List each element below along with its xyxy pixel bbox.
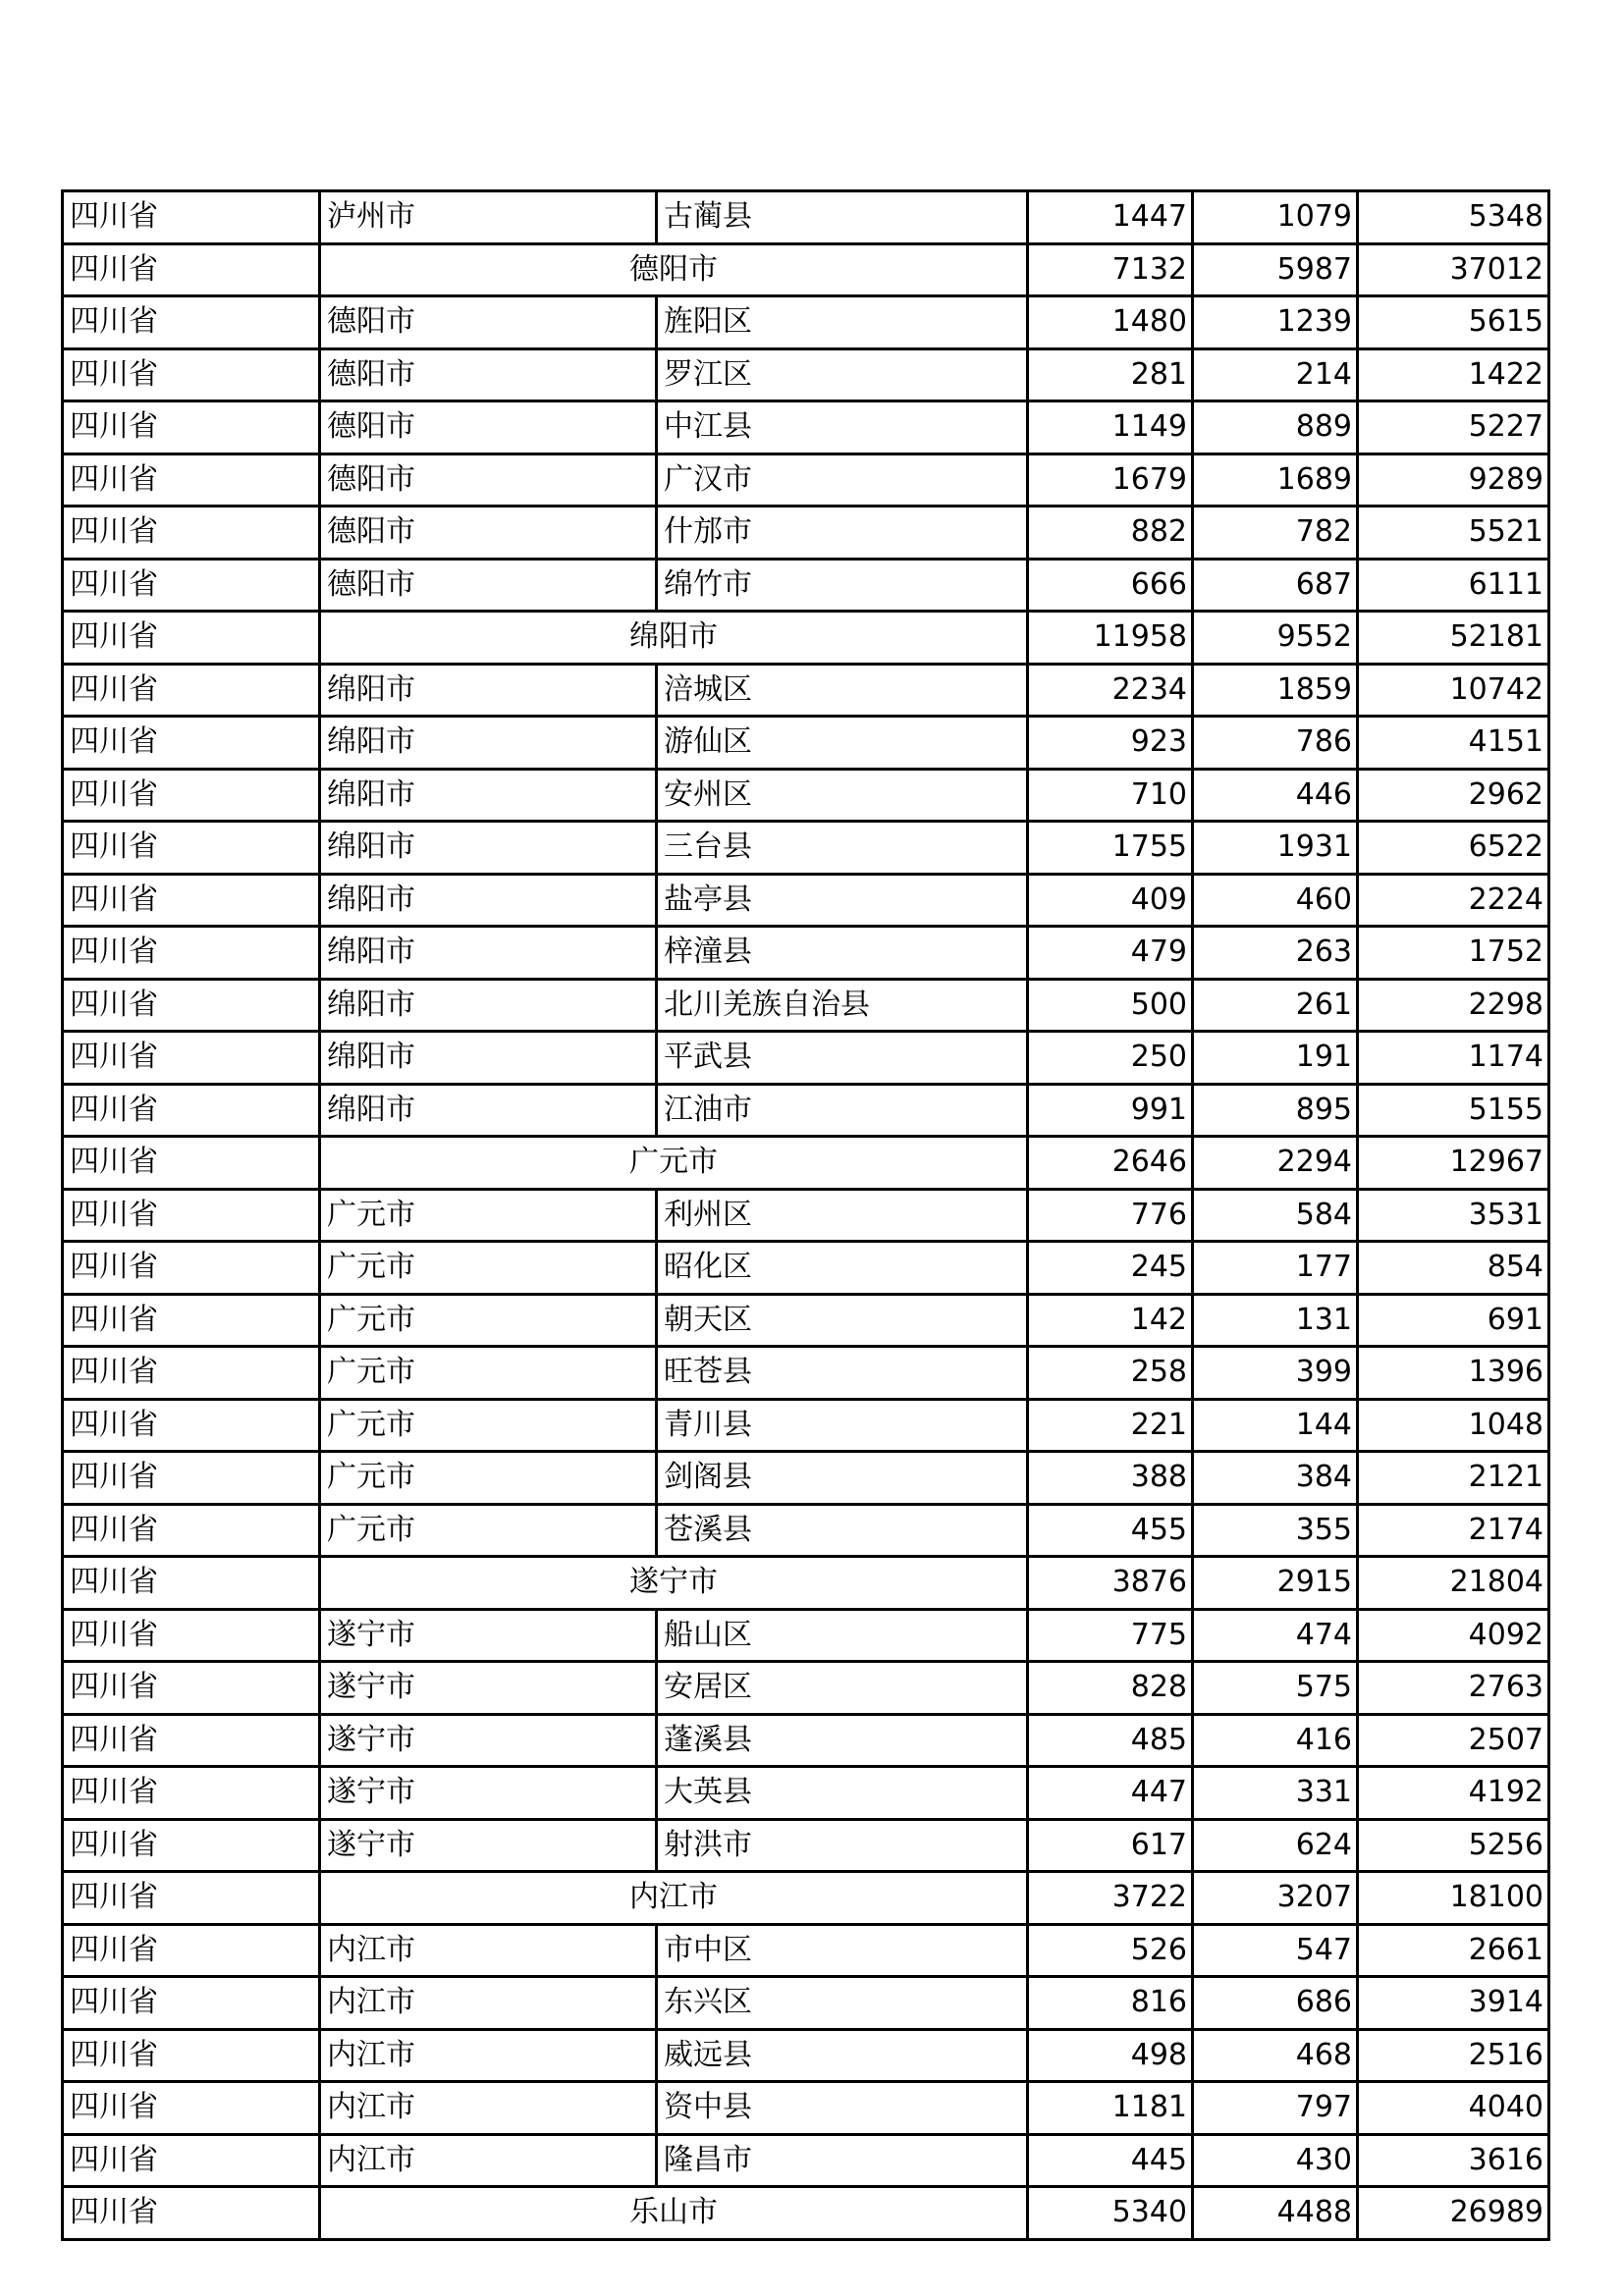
value-1-cell: 2646 <box>1028 1137 1193 1190</box>
city-cell: 内江市 <box>320 2082 657 2135</box>
city-cell: 泸州市 <box>320 191 657 244</box>
value-3-cell: 5348 <box>1358 191 1549 244</box>
county-cell: 江油市 <box>657 1084 1028 1137</box>
value-2-cell: 460 <box>1193 874 1358 927</box>
province-cell: 四川省 <box>63 874 320 927</box>
province-cell: 四川省 <box>63 1084 320 1137</box>
table-row <box>63 559 1549 612</box>
table-row <box>63 717 1549 770</box>
table-row <box>63 822 1549 875</box>
value-1-cell: 617 <box>1028 1819 1193 1872</box>
city-cell: 遂宁市 <box>320 1609 657 1662</box>
city-cell: 遂宁市 <box>320 1819 657 1872</box>
value-3-cell: 6522 <box>1358 822 1549 875</box>
county-cell: 资中县 <box>657 2082 1028 2135</box>
city-cell: 遂宁市 <box>320 1662 657 1715</box>
county-cell: 安州区 <box>657 769 1028 822</box>
city-summary-row <box>63 612 1549 665</box>
province-cell: 四川省 <box>63 191 320 244</box>
value-2-cell: 624 <box>1193 1819 1358 1872</box>
county-cell: 东兴区 <box>657 1977 1028 2030</box>
province-cell: 四川省 <box>63 1557 320 1610</box>
table-row <box>63 1294 1549 1347</box>
province-cell: 四川省 <box>63 1609 320 1662</box>
province-cell: 四川省 <box>63 243 320 296</box>
value-2-cell: 575 <box>1193 1662 1358 1715</box>
city-cell: 绵阳市 <box>320 874 657 927</box>
city-cell: 遂宁市 <box>320 1714 657 1767</box>
city-cell: 广元市 <box>320 1294 657 1347</box>
value-1-cell: 1149 <box>1028 401 1193 454</box>
value-3-cell: 1048 <box>1358 1399 1549 1452</box>
county-cell: 古蔺县 <box>657 191 1028 244</box>
value-1-cell: 447 <box>1028 1767 1193 1820</box>
table-row <box>63 1504 1549 1557</box>
value-3-cell: 4040 <box>1358 2082 1549 2135</box>
value-1-cell: 3876 <box>1028 1557 1193 1610</box>
value-2-cell: 331 <box>1193 1767 1358 1820</box>
city-total-name-cell: 德阳市 <box>320 243 1028 296</box>
province-cell: 四川省 <box>63 2082 320 2135</box>
value-2-cell: 895 <box>1193 1084 1358 1137</box>
table-row <box>63 664 1549 717</box>
value-2-cell: 584 <box>1193 1189 1358 1242</box>
value-3-cell: 3914 <box>1358 1977 1549 2030</box>
table-row <box>63 1399 1549 1452</box>
city-cell: 绵阳市 <box>320 664 657 717</box>
value-1-cell: 816 <box>1028 1977 1193 2030</box>
value-2-cell: 5987 <box>1193 243 1358 296</box>
table-row <box>63 1977 1549 2030</box>
table-row <box>63 1609 1549 1662</box>
value-3-cell: 2962 <box>1358 769 1549 822</box>
province-cell: 四川省 <box>63 1767 320 1820</box>
county-cell: 三台县 <box>657 822 1028 875</box>
city-cell: 绵阳市 <box>320 1084 657 1137</box>
value-1-cell: 479 <box>1028 927 1193 980</box>
province-cell: 四川省 <box>63 1819 320 1872</box>
value-2-cell: 1079 <box>1193 191 1358 244</box>
city-cell: 绵阳市 <box>320 717 657 770</box>
value-1-cell: 3722 <box>1028 1872 1193 1925</box>
value-2-cell: 786 <box>1193 717 1358 770</box>
value-2-cell: 1689 <box>1193 454 1358 507</box>
value-1-cell: 388 <box>1028 1452 1193 1505</box>
table-row <box>63 1347 1549 1400</box>
value-3-cell: 21804 <box>1358 1557 1549 1610</box>
province-cell: 四川省 <box>63 401 320 454</box>
province-cell: 四川省 <box>63 1189 320 1242</box>
value-2-cell: 9552 <box>1193 612 1358 665</box>
value-3-cell: 5227 <box>1358 401 1549 454</box>
county-cell: 盐亭县 <box>657 874 1028 927</box>
table-row <box>63 1819 1549 1872</box>
table-row <box>63 454 1549 507</box>
table-row <box>63 1032 1549 1085</box>
table-row <box>63 2029 1549 2082</box>
table-row <box>63 1084 1549 1137</box>
city-summary-row <box>63 1557 1549 1610</box>
city-summary-row <box>63 1872 1549 1925</box>
value-1-cell: 142 <box>1028 1294 1193 1347</box>
value-1-cell: 11958 <box>1028 612 1193 665</box>
province-cell: 四川省 <box>63 1662 320 1715</box>
city-cell: 广元市 <box>320 1399 657 1452</box>
table-row <box>63 507 1549 560</box>
value-2-cell: 430 <box>1193 2134 1358 2187</box>
value-3-cell: 12967 <box>1358 1137 1549 1190</box>
county-cell: 朝天区 <box>657 1294 1028 1347</box>
city-cell: 内江市 <box>320 2029 657 2082</box>
county-cell: 剑阁县 <box>657 1452 1028 1505</box>
value-1-cell: 1679 <box>1028 454 1193 507</box>
data-table <box>61 189 1550 2241</box>
value-3-cell: 5615 <box>1358 296 1549 349</box>
value-2-cell: 686 <box>1193 1977 1358 2030</box>
value-2-cell: 214 <box>1193 348 1358 401</box>
table-row <box>63 348 1549 401</box>
province-cell: 四川省 <box>63 1347 320 1400</box>
county-cell: 船山区 <box>657 1609 1028 1662</box>
city-summary-row <box>63 243 1549 296</box>
value-1-cell: 5340 <box>1028 2187 1193 2240</box>
value-2-cell: 355 <box>1193 1504 1358 1557</box>
value-1-cell: 1447 <box>1028 191 1193 244</box>
value-2-cell: 1931 <box>1193 822 1358 875</box>
value-3-cell: 5155 <box>1358 1084 1549 1137</box>
value-1-cell: 991 <box>1028 1084 1193 1137</box>
county-cell: 中江县 <box>657 401 1028 454</box>
city-total-name-cell: 绵阳市 <box>320 612 1028 665</box>
value-3-cell: 2661 <box>1358 1924 1549 1977</box>
value-3-cell: 37012 <box>1358 243 1549 296</box>
city-cell: 德阳市 <box>320 559 657 612</box>
value-2-cell: 782 <box>1193 507 1358 560</box>
city-total-name-cell: 内江市 <box>320 1872 1028 1925</box>
value-2-cell: 547 <box>1193 1924 1358 1977</box>
value-1-cell: 1755 <box>1028 822 1193 875</box>
value-1-cell: 498 <box>1028 2029 1193 2082</box>
county-cell: 旺苍县 <box>657 1347 1028 1400</box>
value-3-cell: 1752 <box>1358 927 1549 980</box>
city-cell: 德阳市 <box>320 348 657 401</box>
value-3-cell: 9289 <box>1358 454 1549 507</box>
value-2-cell: 2915 <box>1193 1557 1358 1610</box>
province-cell: 四川省 <box>63 612 320 665</box>
province-cell: 四川省 <box>63 1872 320 1925</box>
city-cell: 德阳市 <box>320 401 657 454</box>
value-2-cell: 687 <box>1193 559 1358 612</box>
value-2-cell: 399 <box>1193 1347 1358 1400</box>
city-cell: 德阳市 <box>320 296 657 349</box>
value-3-cell: 1396 <box>1358 1347 1549 1400</box>
table-row <box>63 401 1549 454</box>
value-3-cell: 1174 <box>1358 1032 1549 1085</box>
province-cell: 四川省 <box>63 2134 320 2187</box>
table-row <box>63 2082 1549 2135</box>
value-1-cell: 250 <box>1028 1032 1193 1085</box>
value-2-cell: 2294 <box>1193 1137 1358 1190</box>
value-2-cell: 889 <box>1193 401 1358 454</box>
table-row <box>63 979 1549 1032</box>
value-1-cell: 923 <box>1028 717 1193 770</box>
table-row <box>63 1924 1549 1977</box>
county-cell: 隆昌市 <box>657 2134 1028 2187</box>
table-row <box>63 1452 1549 1505</box>
value-3-cell: 2121 <box>1358 1452 1549 1505</box>
county-cell: 北川羌族自治县 <box>657 979 1028 1032</box>
county-cell: 威远县 <box>657 2029 1028 2082</box>
value-1-cell: 666 <box>1028 559 1193 612</box>
value-1-cell: 445 <box>1028 2134 1193 2187</box>
city-total-name-cell: 乐山市 <box>320 2187 1028 2240</box>
table-row <box>63 1242 1549 1295</box>
county-cell: 什邡市 <box>657 507 1028 560</box>
value-3-cell: 2224 <box>1358 874 1549 927</box>
province-cell: 四川省 <box>63 2029 320 2082</box>
value-1-cell: 828 <box>1028 1662 1193 1715</box>
value-2-cell: 191 <box>1193 1032 1358 1085</box>
value-3-cell: 2174 <box>1358 1504 1549 1557</box>
table-row <box>63 191 1549 244</box>
province-cell: 四川省 <box>63 664 320 717</box>
value-3-cell: 5256 <box>1358 1819 1549 1872</box>
city-cell: 绵阳市 <box>320 1032 657 1085</box>
value-2-cell: 446 <box>1193 769 1358 822</box>
value-2-cell: 4488 <box>1193 2187 1358 2240</box>
county-cell: 大英县 <box>657 1767 1028 1820</box>
city-cell: 遂宁市 <box>320 1767 657 1820</box>
table-row <box>63 927 1549 980</box>
city-cell: 绵阳市 <box>320 769 657 822</box>
province-cell: 四川省 <box>63 1294 320 1347</box>
value-1-cell: 455 <box>1028 1504 1193 1557</box>
county-cell: 绵竹市 <box>657 559 1028 612</box>
province-cell: 四川省 <box>63 927 320 980</box>
table-row <box>63 874 1549 927</box>
value-1-cell: 2234 <box>1028 664 1193 717</box>
value-3-cell: 3531 <box>1358 1189 1549 1242</box>
city-cell: 绵阳市 <box>320 927 657 980</box>
province-cell: 四川省 <box>63 296 320 349</box>
value-3-cell: 4192 <box>1358 1767 1549 1820</box>
value-3-cell: 2763 <box>1358 1662 1549 1715</box>
value-1-cell: 281 <box>1028 348 1193 401</box>
value-3-cell: 4151 <box>1358 717 1549 770</box>
value-1-cell: 1181 <box>1028 2082 1193 2135</box>
city-cell: 德阳市 <box>320 454 657 507</box>
value-2-cell: 384 <box>1193 1452 1358 1505</box>
value-2-cell: 131 <box>1193 1294 1358 1347</box>
value-2-cell: 474 <box>1193 1609 1358 1662</box>
province-cell: 四川省 <box>63 348 320 401</box>
county-cell: 苍溪县 <box>657 1504 1028 1557</box>
value-1-cell: 500 <box>1028 979 1193 1032</box>
value-2-cell: 144 <box>1193 1399 1358 1452</box>
province-cell: 四川省 <box>63 2187 320 2240</box>
province-cell: 四川省 <box>63 1137 320 1190</box>
value-1-cell: 245 <box>1028 1242 1193 1295</box>
value-1-cell: 221 <box>1028 1399 1193 1452</box>
city-total-name-cell: 广元市 <box>320 1137 1028 1190</box>
table-row <box>63 1189 1549 1242</box>
province-cell: 四川省 <box>63 454 320 507</box>
value-1-cell: 258 <box>1028 1347 1193 1400</box>
value-2-cell: 3207 <box>1193 1872 1358 1925</box>
county-cell: 旌阳区 <box>657 296 1028 349</box>
city-cell: 广元市 <box>320 1347 657 1400</box>
city-summary-row <box>63 1137 1549 1190</box>
value-3-cell: 3616 <box>1358 2134 1549 2187</box>
value-3-cell: 52181 <box>1358 612 1549 665</box>
value-1-cell: 776 <box>1028 1189 1193 1242</box>
province-cell: 四川省 <box>63 822 320 875</box>
county-cell: 平武县 <box>657 1032 1028 1085</box>
value-2-cell: 177 <box>1193 1242 1358 1295</box>
county-cell: 涪城区 <box>657 664 1028 717</box>
table-row <box>63 1767 1549 1820</box>
city-cell: 绵阳市 <box>320 822 657 875</box>
value-3-cell: 691 <box>1358 1294 1549 1347</box>
county-cell: 利州区 <box>657 1189 1028 1242</box>
county-cell: 梓潼县 <box>657 927 1028 980</box>
value-3-cell: 2516 <box>1358 2029 1549 2082</box>
province-cell: 四川省 <box>63 717 320 770</box>
value-3-cell: 1422 <box>1358 348 1549 401</box>
city-cell: 广元市 <box>320 1189 657 1242</box>
province-cell: 四川省 <box>63 769 320 822</box>
county-cell: 蓬溪县 <box>657 1714 1028 1767</box>
county-cell: 游仙区 <box>657 717 1028 770</box>
value-3-cell: 854 <box>1358 1242 1549 1295</box>
value-2-cell: 1859 <box>1193 664 1358 717</box>
province-cell: 四川省 <box>63 1032 320 1085</box>
table-body <box>63 191 1549 2240</box>
city-summary-row <box>63 2187 1549 2240</box>
province-cell: 四川省 <box>63 979 320 1032</box>
province-cell: 四川省 <box>63 1924 320 1977</box>
value-1-cell: 775 <box>1028 1609 1193 1662</box>
value-2-cell: 261 <box>1193 979 1358 1032</box>
city-cell: 内江市 <box>320 1977 657 2030</box>
province-cell: 四川省 <box>63 1977 320 2030</box>
table-row <box>63 1714 1549 1767</box>
city-cell: 广元市 <box>320 1452 657 1505</box>
county-cell: 射洪市 <box>657 1819 1028 1872</box>
city-cell: 广元市 <box>320 1242 657 1295</box>
province-cell: 四川省 <box>63 1504 320 1557</box>
value-3-cell: 2507 <box>1358 1714 1549 1767</box>
county-cell: 昭化区 <box>657 1242 1028 1295</box>
county-cell: 广汉市 <box>657 454 1028 507</box>
value-2-cell: 1239 <box>1193 296 1358 349</box>
value-3-cell: 26989 <box>1358 2187 1549 2240</box>
city-cell: 德阳市 <box>320 507 657 560</box>
value-3-cell: 6111 <box>1358 559 1549 612</box>
value-3-cell: 5521 <box>1358 507 1549 560</box>
county-cell: 安居区 <box>657 1662 1028 1715</box>
city-cell: 内江市 <box>320 2134 657 2187</box>
city-cell: 内江市 <box>320 1924 657 1977</box>
value-3-cell: 2298 <box>1358 979 1549 1032</box>
county-cell: 罗江区 <box>657 348 1028 401</box>
value-3-cell: 18100 <box>1358 1872 1549 1925</box>
city-cell: 绵阳市 <box>320 979 657 1032</box>
province-cell: 四川省 <box>63 1399 320 1452</box>
value-3-cell: 4092 <box>1358 1609 1549 1662</box>
value-1-cell: 882 <box>1028 507 1193 560</box>
province-cell: 四川省 <box>63 559 320 612</box>
value-1-cell: 485 <box>1028 1714 1193 1767</box>
county-cell: 市中区 <box>657 1924 1028 1977</box>
value-2-cell: 468 <box>1193 2029 1358 2082</box>
value-2-cell: 263 <box>1193 927 1358 980</box>
value-2-cell: 416 <box>1193 1714 1358 1767</box>
city-total-name-cell: 遂宁市 <box>320 1557 1028 1610</box>
table-row <box>63 2134 1549 2187</box>
city-cell: 广元市 <box>320 1504 657 1557</box>
value-1-cell: 710 <box>1028 769 1193 822</box>
value-2-cell: 797 <box>1193 2082 1358 2135</box>
table-row <box>63 1662 1549 1715</box>
province-cell: 四川省 <box>63 1452 320 1505</box>
value-1-cell: 526 <box>1028 1924 1193 1977</box>
value-3-cell: 10742 <box>1358 664 1549 717</box>
province-cell: 四川省 <box>63 507 320 560</box>
table-row <box>63 769 1549 822</box>
table-row <box>63 296 1549 349</box>
province-cell: 四川省 <box>63 1714 320 1767</box>
value-1-cell: 1480 <box>1028 296 1193 349</box>
value-1-cell: 7132 <box>1028 243 1193 296</box>
province-cell: 四川省 <box>63 1242 320 1295</box>
value-1-cell: 409 <box>1028 874 1193 927</box>
county-cell: 青川县 <box>657 1399 1028 1452</box>
